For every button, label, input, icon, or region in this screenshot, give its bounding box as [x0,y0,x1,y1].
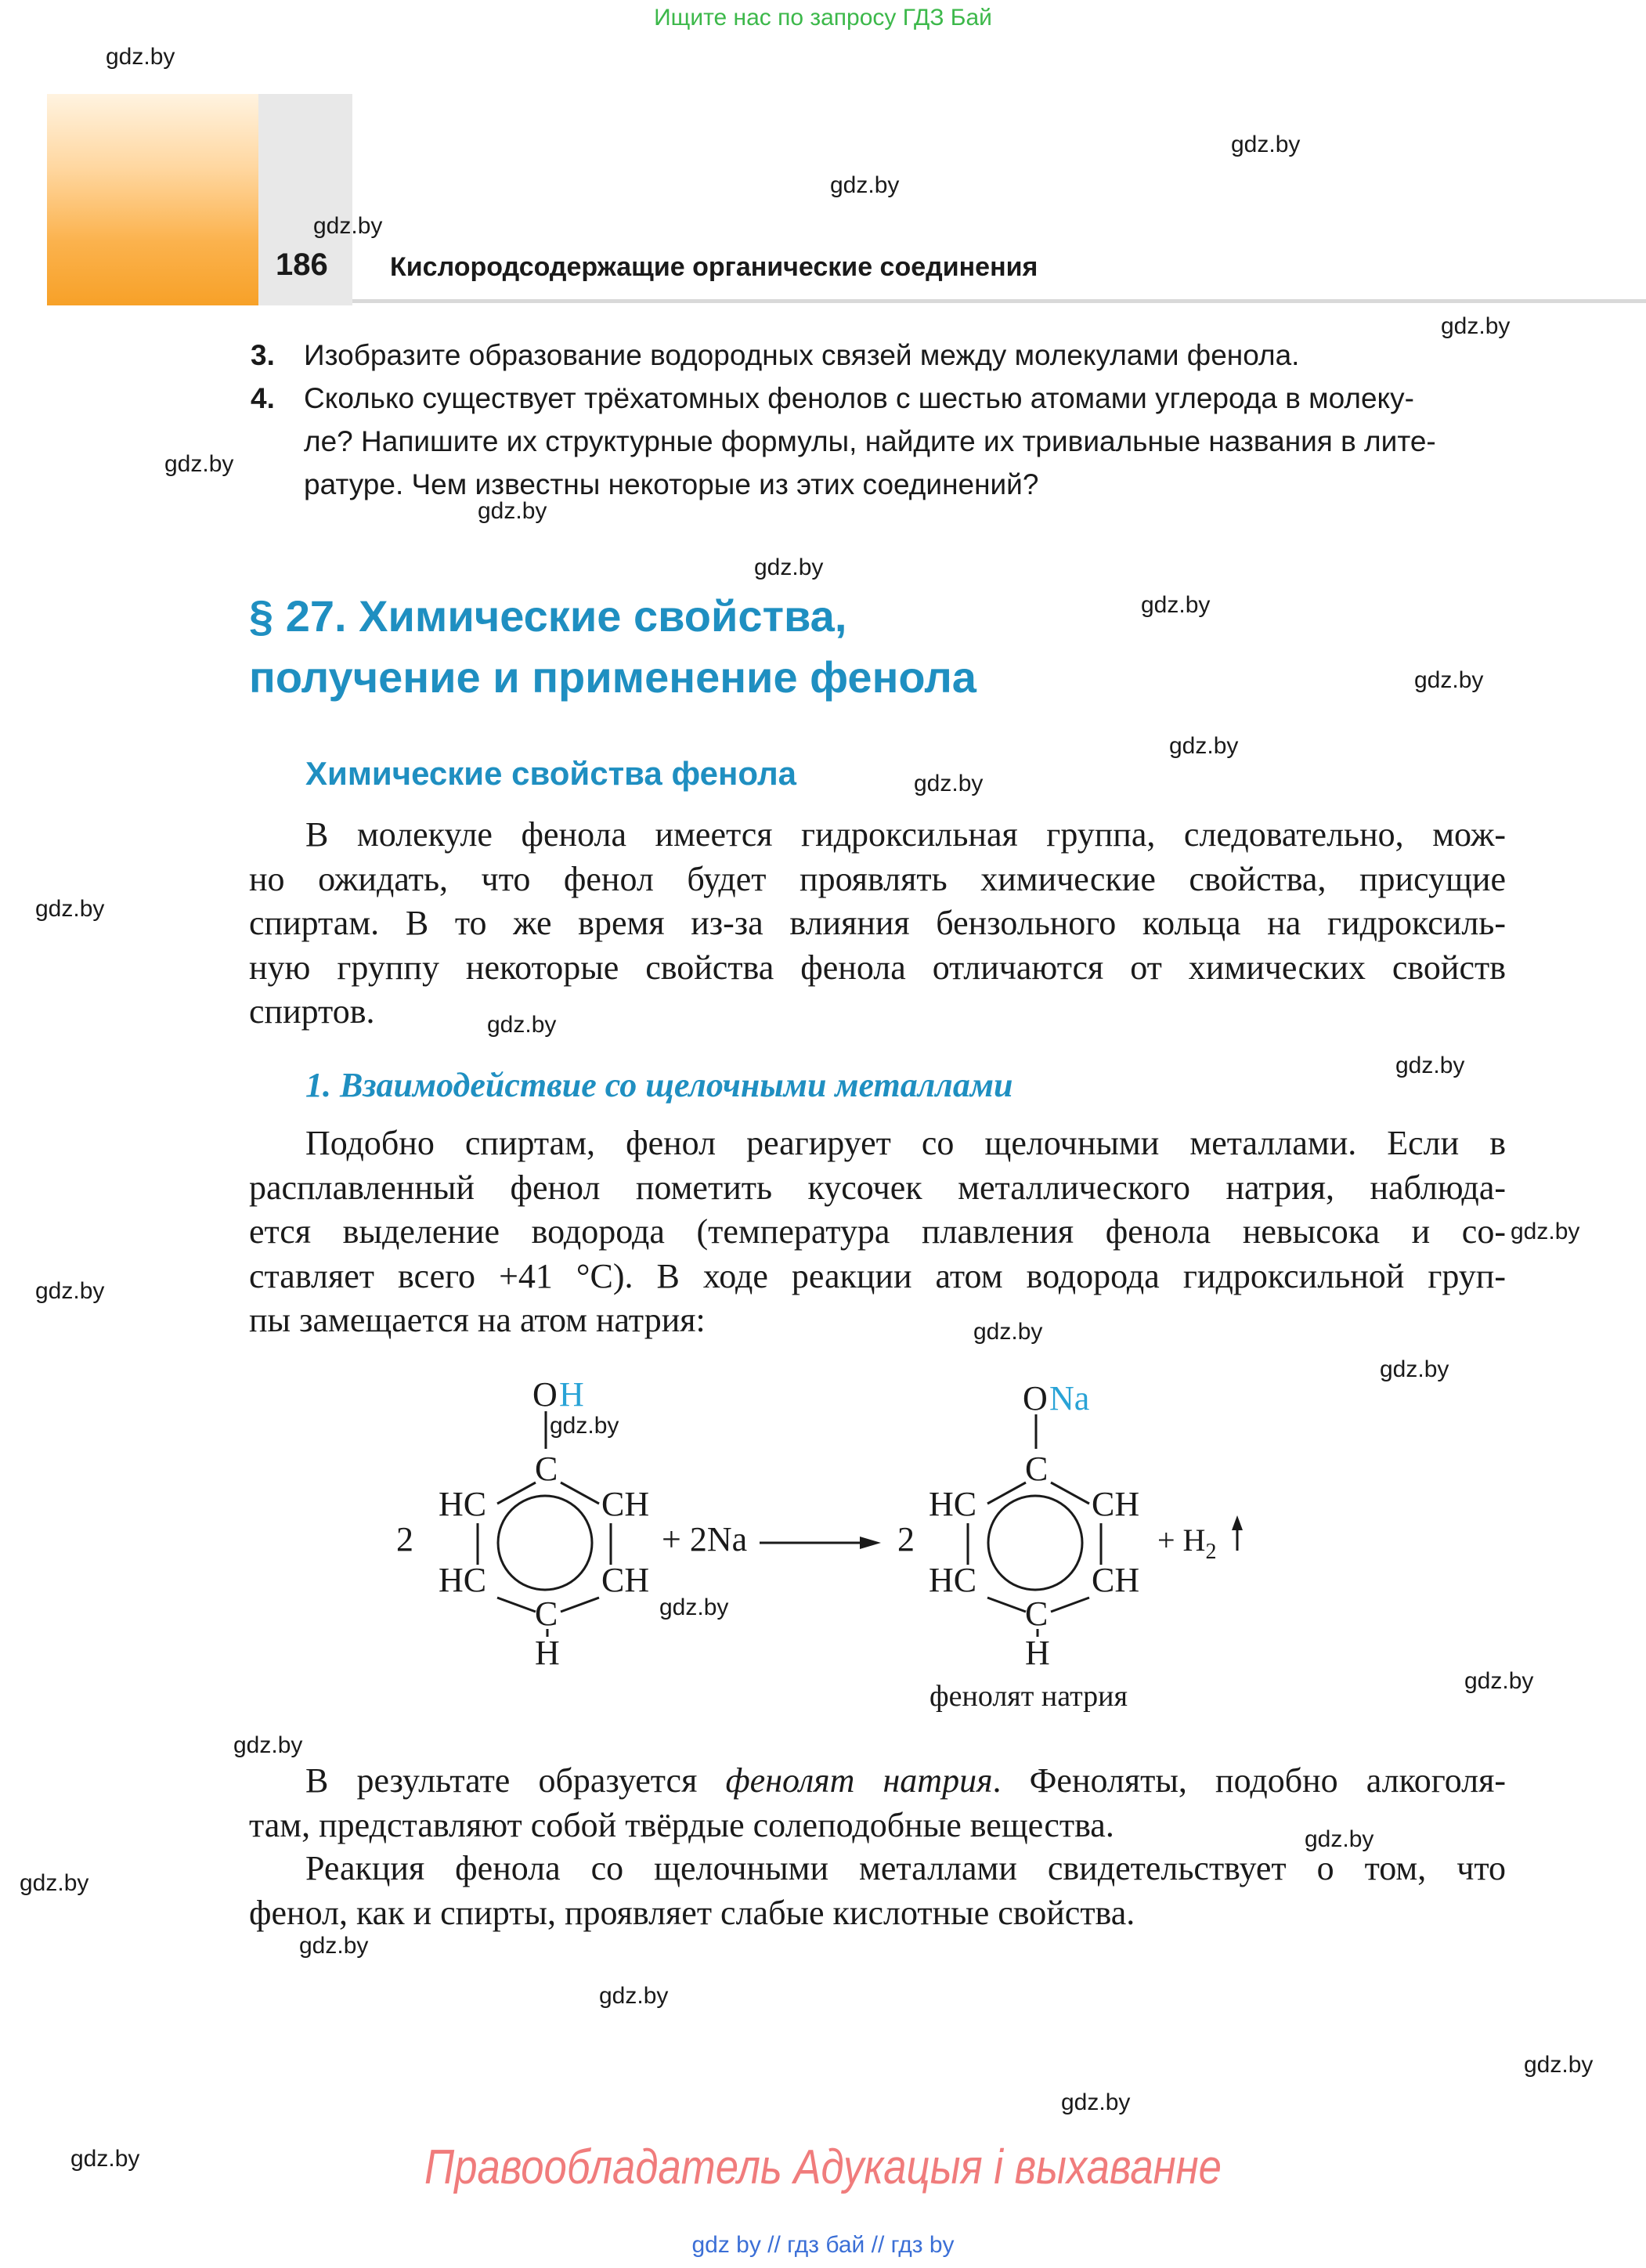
watermark: gdz.by [659,1594,729,1620]
question-text [304,334,1502,377]
paragraph-line: ставляет всего +41 °С). В ходе реакции атом водорода гидроксильной груп- [249,1256,1506,1295]
watermark: gdz.by [830,172,900,198]
paragraph-line: Реакция фенола со щелочными металлами свидетельствует о том, что [305,1849,1506,1887]
item1-paragraph [249,1121,1506,1343]
atom-ch: CH [601,1485,650,1523]
header-color-block [47,94,258,305]
atom-c: C [1025,1450,1049,1488]
watermark: gdz.by [1305,1826,1374,1852]
reaction-arrow [760,1537,881,1549]
watermark: gdz.by [164,451,234,477]
watermark: gdz.by [1441,313,1511,339]
watermark: gdz.by [299,1933,369,1959]
watermark: gdz.by [973,1319,1043,1345]
hydroxyl-hydrogen: H [559,1375,584,1414]
atom-ch: CH [1092,1485,1140,1523]
coefficient: 2 [897,1520,915,1558]
conclusion-paragraph [249,1847,1506,1935]
product-caption: фенолят натрия [929,1680,1128,1713]
watermark: gdz.by [1169,733,1239,759]
watermark: gdz.by [1464,1668,1534,1694]
watermark: gdz.by [1141,592,1211,618]
running-head: Кислородсодержащие органические соединения [390,252,1038,282]
paragraph-line: пы замещается на атом натрия: [249,1301,706,1339]
atom-hc: HC [929,1485,977,1523]
intro-paragraph [249,813,1506,1035]
atom-h: H [1025,1634,1050,1672]
atom-hc: HC [929,1561,977,1599]
top-banner[interactable]: Ищите нас по запросу ГДЗ Бай [654,5,992,31]
product-hydrogen: + $H_2$ [1157,1522,1217,1564]
watermark: gdz.by [1414,667,1484,693]
paragraph-line: ную группу некоторые свойства фенола отличаются от химических свойств [249,948,1506,987]
watermark: gdz.by [1524,2052,1594,2078]
watermark: gdz.by [106,44,175,70]
watermark: gdz.by [487,1012,557,1038]
atom-h: H [535,1634,560,1672]
atom-hc: HC [439,1561,487,1599]
sodium: Na [1049,1379,1090,1418]
paragraph-line: но ожидать, что фенол будет проявлять химические свойства, присущие [249,859,1506,898]
watermark: gdz.by [478,498,547,524]
paragraph-line: ется выделение водорода (температура плавления фенола невысока и со- [249,1212,1506,1251]
watermark: gdz.by [754,554,824,580]
question-text [304,377,1502,506]
watermark: gdz.by [35,1278,105,1304]
question-number: 3. [251,339,275,371]
paragraph-line: фенол, как и спирты, проявляет слабые кислотные свойства. [249,1893,1135,1932]
section-title-line: получение и применение фенола [249,652,976,702]
atom-ch: CH [601,1561,650,1599]
paragraph-line: спиртов. [249,992,375,1031]
reagent: + 2Na [662,1520,748,1558]
watermark: gdz.by [914,771,984,796]
section-title-line: § 27. Химические свойства, [249,591,847,641]
coefficient: 2 [396,1520,413,1558]
item-title: 1. Взаимодействие со щелочными металлами [305,1066,1013,1104]
paragraph-line: В молекуле фенола имеется гидроксильная группа, следовательно, мож- [305,815,1506,854]
watermark: gdz.by [1511,1219,1580,1244]
paragraph-line: расплавленный фенол пометить кусочек металлического натрия, наблюда- [249,1168,1506,1207]
watermark: gdz.by [1395,1053,1465,1078]
watermark: gdz.by [313,213,383,239]
atom-c: C [535,1594,558,1633]
atom-hc: HC [439,1485,487,1523]
question-line: Изобразите образование водородных связей между молекулами фенола. [304,339,1300,371]
paragraph-line: спиртам. В то же время из-за влияния бензольного кольца на гидроксиль- [249,904,1506,942]
watermark: gdz.by [1061,2089,1131,2115]
atom-ch: CH [1092,1561,1140,1599]
question-line: Сколько существует трёхатомных фенолов с шестью атомами углерода в молеку- [304,382,1414,414]
watermark: gdz.by [550,1413,619,1439]
watermark: gdz.by [1231,132,1301,157]
bottom-links[interactable]: gdz by // гдз бай // гдз by [691,2232,955,2258]
watermark: gdz.by [599,1983,669,2009]
atom-c: C [1025,1594,1049,1633]
paragraph-line: В результате образуется фенолят натрия. Феноляты, подобно алкоголя- [305,1761,1506,1800]
watermark: gdz.by [35,896,105,922]
paragraph-line: Подобно спиртам, фенол реагирует со щелочными металлами. Если в [305,1124,1506,1162]
section-title [249,586,976,708]
atom-c: C [535,1450,558,1488]
page-number: 186 [276,247,328,282]
term-emphasis: фенолят натрия [725,1761,993,1800]
header-divider [352,299,1646,303]
gas-arrow-icon [1232,1515,1243,1551]
watermark: gdz.by [1380,1356,1449,1382]
watermark: gdz.by [233,1732,303,1758]
hydroxyl-oxygen: O [532,1375,558,1414]
reaction-equation [376,1363,1276,1723]
watermark: gdz.by [70,2146,140,2172]
question-line: ратуре. Чем известны некоторые из этих соединений? [304,468,1039,500]
copyright-notice: Правообладатель Адукацыя і выхаванне [424,2140,1222,2194]
paragraph-line: там, представляют собой твёрдые солеподобные вещества. [249,1805,1114,1844]
subsection-title: Химические свойства фенола [305,755,797,792]
oxygen: O [1023,1379,1048,1418]
watermark: gdz.by [20,1870,89,1896]
question-line: ле? Напишите их структурные формулы, найдите их тривиальные названия в лите- [304,425,1436,457]
question-number: 4. [251,382,275,414]
